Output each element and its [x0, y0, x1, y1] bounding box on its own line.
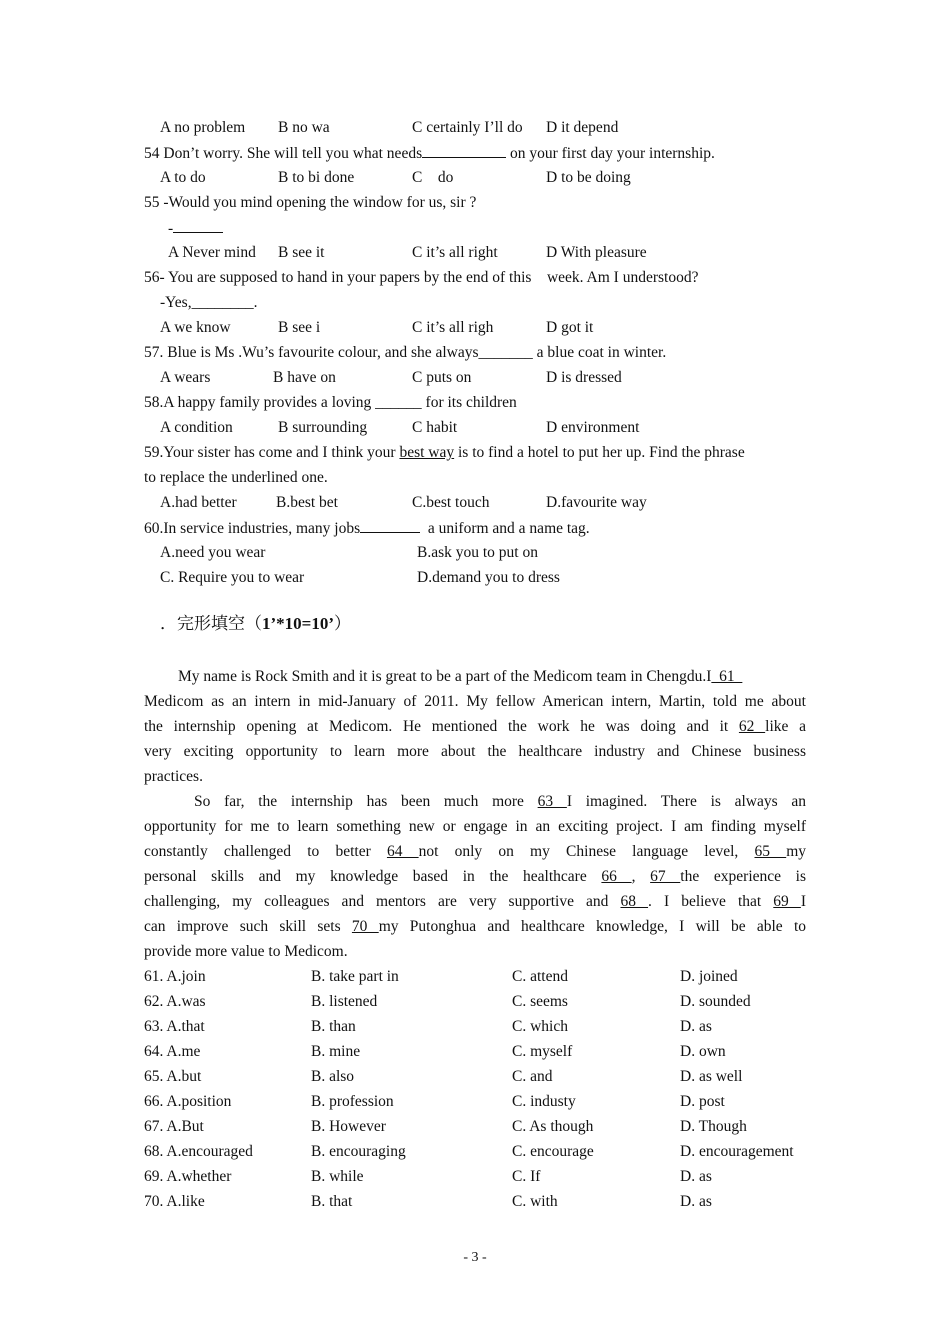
underlined-phrase: best way — [399, 444, 455, 461]
q54-option-c: C do — [412, 169, 454, 186]
answer-option-69-c: C. If — [512, 1168, 541, 1185]
q55-option-b: B see it — [278, 244, 325, 261]
answer-option-66-d: D. post — [680, 1093, 725, 1110]
answer-option-68-b: B. encouraging — [311, 1143, 406, 1160]
blank-64: 64 — [386, 843, 419, 860]
answer-option-70-c: C. with — [512, 1193, 558, 1210]
answer-option-70-d: D. as — [680, 1193, 712, 1210]
q53-option-d: D it depend — [546, 119, 619, 136]
blank-61: 61 — [711, 668, 743, 685]
question-54: 54 Don’t worry. She will tell you what needs on your first day your internship. — [144, 145, 715, 162]
answer-option-62-c: C. seems — [512, 993, 568, 1010]
q56-option-d: D got it — [546, 319, 594, 336]
answer-blank — [173, 218, 223, 233]
blank-62: 62 — [738, 718, 766, 735]
blank-65: 65 — [754, 843, 787, 860]
q57-option-d: D is dressed — [546, 369, 622, 386]
blank-63: 63 — [537, 793, 567, 810]
answer-option-67-a: 67. A.But — [144, 1118, 204, 1135]
blank-66: 66 — [601, 868, 632, 885]
q55-reply: - — [168, 218, 223, 239]
q56-reply: -Yes,________. — [160, 294, 258, 311]
q59-option-c: C.best touch — [412, 494, 490, 511]
passage-line: practices. — [144, 768, 203, 785]
answer-option-63-c: C. which — [512, 1018, 568, 1035]
blank-70: 70 — [351, 918, 379, 935]
passage-line: So far, the internship has been much more 63 I imagined. There is always an — [194, 793, 806, 810]
answer-option-64-c: C. myself — [512, 1043, 573, 1060]
question-56: 56- You are supposed to hand in your papers by the end of this week. Am I understood? — [144, 269, 699, 286]
q56-option-c: C it’s all righ — [412, 319, 494, 336]
passage-line: Medicom as an intern in mid-January of 2011. My fellow American intern, Martin, told me about — [144, 693, 806, 710]
q58-option-a: A condition — [160, 419, 233, 436]
q57-option-a: A wears — [160, 369, 211, 386]
q57-option-b: B have on — [273, 369, 336, 386]
q59-option-a: A.had better — [160, 494, 237, 511]
passage-line: constantly challenged to better 64 not only on my Chinese language level, 65 my — [144, 843, 806, 860]
q53-option-c: C certainly I’ll do — [412, 119, 523, 136]
passage-line: very exciting opportunity to learn more about the healthcare industry and Chinese business — [144, 743, 806, 760]
answer-option-65-d: D. as well — [680, 1068, 743, 1085]
q59-option-b: B.best bet — [276, 494, 338, 511]
answer-option-69-a: 69. A.whether — [144, 1168, 232, 1185]
q60-option-a: A.need you wear — [160, 544, 266, 561]
answer-option-61-b: B. take part in — [311, 968, 399, 985]
q53-option-b: B no wa — [278, 119, 330, 136]
answer-option-62-d: D. sounded — [680, 993, 751, 1010]
question-59: 59.Your sister has come and I think your best way is to find a hotel to put her up. Find the phrase — [144, 444, 745, 461]
q55-option-c: C it’s all right — [412, 244, 498, 261]
question-60: 60.In service industries, many jobs a uniform and a name tag. — [144, 520, 590, 537]
answer-option-63-b: B. than — [311, 1018, 356, 1035]
answer-option-65-b: B. also — [311, 1068, 355, 1085]
answer-option-68-a: 68. A.encouraged — [144, 1143, 253, 1160]
blank-69: 69 — [773, 893, 801, 910]
answer-option-64-d: D. own — [680, 1043, 726, 1060]
q55-option-a: A Never mind — [168, 244, 256, 261]
answer-option-70-b: B. that — [311, 1193, 353, 1210]
answer-option-61-a: 61. A.join — [144, 968, 206, 985]
answer-option-67-b: B. However — [311, 1118, 386, 1135]
answer-blank — [422, 143, 506, 158]
answer-option-66-b: B. profession — [311, 1093, 394, 1110]
passage-line: opportunity for me to learn something new or engage in an exciting project. I am finding myself — [144, 818, 806, 835]
answer-option-63-a: 63. A.that — [144, 1018, 205, 1035]
q53-option-a: A no problem — [160, 119, 246, 136]
answer-option-66-a: 66. A.position — [144, 1093, 232, 1110]
section-heading: ．完形填空（1’*10=10’） — [160, 614, 352, 633]
passage-line: challenging, my colleagues and mentors are very supportive and 68 . I believe that 69 I — [144, 893, 807, 910]
question-59-continuation: to replace the underlined one. — [144, 469, 328, 486]
answer-option-65-c: C. and — [512, 1068, 553, 1085]
answer-option-64-b: B. mine — [311, 1043, 361, 1060]
answer-blank — [360, 518, 420, 533]
page-number: - 3 - — [463, 1250, 487, 1265]
answer-option-68-d: D. encouragement — [680, 1143, 794, 1160]
answer-option-61-c: C. attend — [512, 968, 568, 985]
answer-option-63-d: D. as — [680, 1018, 712, 1035]
q60-option-d: D.demand you to dress — [417, 569, 560, 586]
q57-option-c: C puts on — [412, 369, 472, 386]
passage-line: provide more value to Medicom. — [144, 943, 348, 960]
q58-option-d: D environment — [546, 419, 640, 436]
question-58: 58.A happy family provides a loving ______ for its children — [144, 394, 517, 411]
answer-option-67-d: D. Though — [680, 1118, 747, 1135]
answer-option-69-b: B. while — [311, 1168, 364, 1185]
q60-option-c: C. Require you to wear — [160, 569, 305, 586]
q56-option-a: A we know — [160, 319, 231, 336]
q58-option-b: B surrounding — [278, 419, 368, 436]
q59-option-d: D.favourite way — [546, 494, 647, 511]
answer-option-69-d: D. as — [680, 1168, 712, 1185]
passage-line: personal skills and my knowledge based in the healthcare 66 , 67 the experience is — [144, 868, 807, 885]
blank-68: 68 — [620, 893, 649, 910]
answer-option-62-a: 62. A.was — [144, 993, 206, 1010]
passage-line: My name is Rock Smith and it is great to be a part of the Medicom team in Chengdu.I 61 — [178, 668, 743, 685]
q60-option-b: B.ask you to put on — [417, 544, 538, 561]
answer-option-64-a: 64. A.me — [144, 1043, 201, 1060]
blank-67: 67 — [650, 868, 681, 885]
passage-line: the internship opening at Medicom. He mentioned the work he was doing and it 62 like a — [144, 718, 807, 735]
q56-option-b: B see i — [278, 319, 321, 336]
answer-option-61-d: D. joined — [680, 968, 738, 985]
answer-option-68-c: C. encourage — [512, 1143, 594, 1160]
answer-option-66-c: C. industy — [512, 1093, 576, 1110]
q54-option-d: D to be doing — [546, 169, 631, 186]
answer-option-62-b: B. listened — [311, 993, 378, 1010]
q54-option-b: B to bi done — [278, 169, 355, 186]
question-55: 55 -Would you mind opening the window for us, sir ? — [144, 194, 477, 211]
q54-option-a: A to do — [160, 169, 206, 186]
q58-option-c: C habit — [412, 419, 458, 436]
q55-option-d: D With pleasure — [546, 244, 647, 261]
answer-option-65-a: 65. A.but — [144, 1068, 202, 1085]
answer-option-70-a: 70. A.like — [144, 1193, 205, 1210]
passage-line: can improve such skill sets 70 my Putonghua and healthcare knowledge, I will be able to — [144, 918, 807, 935]
question-57: 57. Blue is Ms .Wu’s favourite colour, and she always_______ a blue coat in winter. — [144, 344, 667, 361]
answer-option-67-c: C. As though — [512, 1118, 594, 1135]
